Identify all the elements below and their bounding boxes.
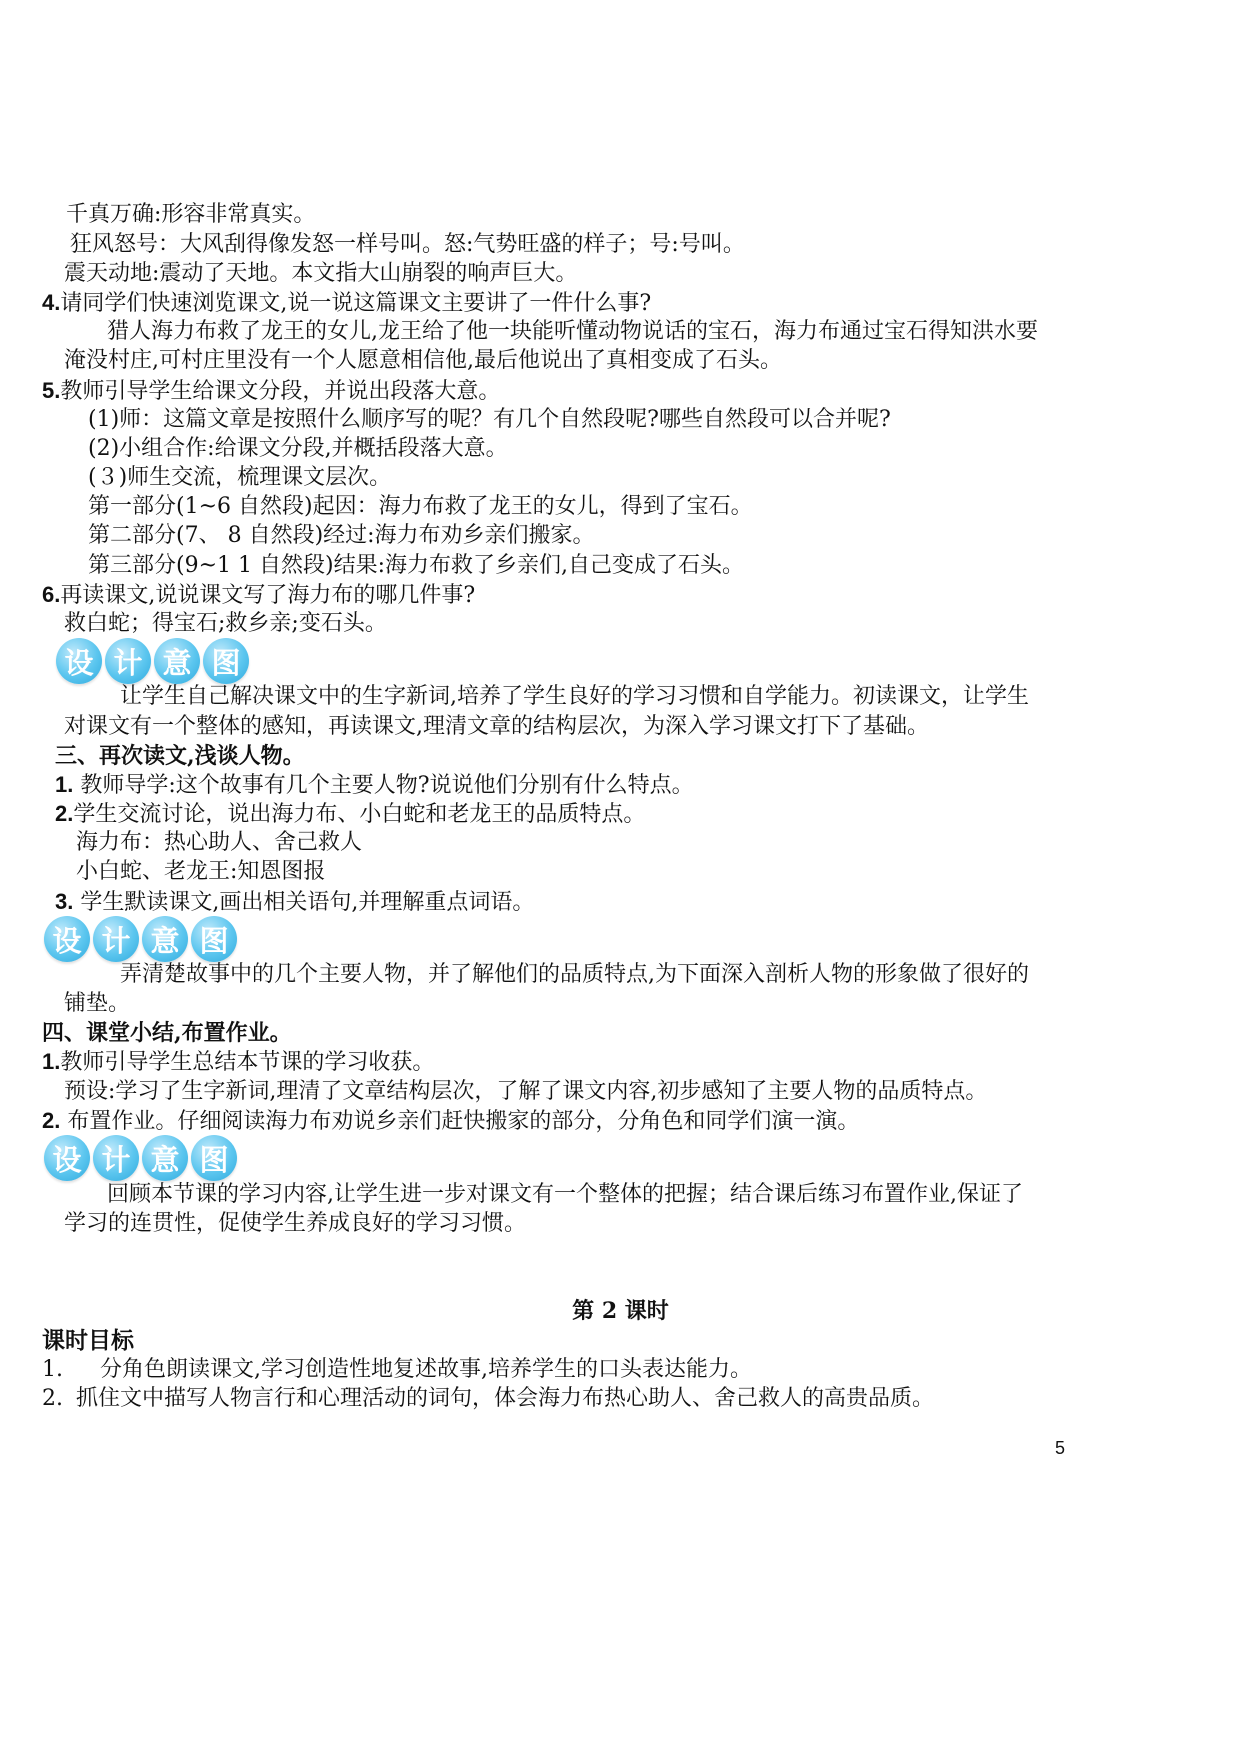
design-intent-text: 回顾本节课的学习内容,让学生进一步对课文有一个整体的把握；结合课后练习布置作业,保证了 bbox=[107, 1182, 1023, 1207]
step-item bbox=[42, 1106, 859, 1137]
answer-line: 预设:学习了生字新词,理清了文章结构层次，了解了课文内容,初步感知了主要人物的品质特点。 bbox=[64, 1079, 988, 1104]
step-text: 教师引导学生给课文分段，并说出段落大意。 bbox=[60, 379, 501, 404]
step-number: 5. bbox=[42, 378, 61, 403]
step-item bbox=[42, 288, 651, 319]
goal-number: 1. bbox=[42, 1357, 63, 1382]
answer-line: 救白蛇；得宝石;救乡亲;变石头。 bbox=[64, 611, 387, 636]
step-text: 教师导学:这个故事有几个主要人物?说说他们分别有什么特点。 bbox=[80, 773, 694, 798]
part-line: 第二部分(7、 8 自然段)经过:海力布劝乡亲们搬家。 bbox=[88, 523, 595, 548]
step-text: 学生交流讨论，说出海力布、小白蛇和老龙王的品质特点。 bbox=[73, 802, 646, 827]
vocab-line: 震天动地:震动了天地。本文指大山崩裂的响声巨大。 bbox=[64, 261, 578, 286]
step-item bbox=[42, 580, 475, 611]
sub-step: (1)师：这篇文章是按照什么顺序写的呢？有几个自然段呢?哪些自然段可以合并呢? bbox=[88, 407, 891, 432]
badge-char: 图 bbox=[203, 638, 249, 684]
step-item bbox=[42, 1047, 434, 1078]
badge-char: 图 bbox=[191, 916, 237, 962]
step-number: 1. bbox=[55, 772, 74, 797]
goal-number: 2. bbox=[42, 1386, 63, 1411]
design-intent-text: 铺垫。 bbox=[64, 991, 131, 1016]
answer-line: 淹没村庄,可村庄里没有一个人愿意相信他,最后他说出了真相变成了石头。 bbox=[64, 348, 782, 373]
design-intent-badge bbox=[56, 638, 252, 684]
step-text: 再读课文,说说课文写了海力布的哪几件事? bbox=[60, 583, 476, 608]
design-intent-badge bbox=[44, 916, 240, 962]
design-intent-text: 对课文有一个整体的感知，再读课文,理清文章的结构层次，为深入学习课文打下了基础。 bbox=[64, 714, 929, 739]
vocab-line: 千真万确:形容非常真实。 bbox=[66, 202, 316, 227]
step-number: 6. bbox=[42, 582, 61, 607]
step-text: 请同学们快速浏览课文,说一说这篇课文主要讲了一件什么事? bbox=[60, 291, 652, 316]
step-item bbox=[55, 770, 694, 801]
page-number: 5 bbox=[1055, 1438, 1066, 1458]
step-number: 2. bbox=[42, 1108, 61, 1133]
step-number: 4. bbox=[42, 290, 61, 315]
step-item bbox=[42, 376, 500, 407]
design-intent-text: 弄清楚故事中的几个主要人物，并了解他们的品质特点,为下面深入剖析人物的形象做了很好的 bbox=[120, 962, 1029, 987]
goal-text: 抓住文中描写人物言行和心理活动的词句，体会海力布热心助人、舍己救人的高贵品质。 bbox=[76, 1386, 935, 1411]
section-heading: 三、再次读文,浅谈人物。 bbox=[55, 743, 305, 769]
design-intent-text: 让学生自己解决课文中的生字新词,培养了学生良好的学习习惯和自学能力。初读课文，让学生 bbox=[120, 684, 1029, 709]
sub-step: (2)小组合作:给课文分段,并概括段落大意。 bbox=[88, 436, 508, 461]
goal-item bbox=[42, 1384, 934, 1414]
badge-char: 意 bbox=[154, 638, 200, 684]
goals-title: 课时目标 bbox=[42, 1327, 134, 1354]
badge-char: 计 bbox=[93, 916, 139, 962]
step-item bbox=[55, 799, 645, 830]
badge-char: 设 bbox=[44, 916, 90, 962]
part-line: 第一部分(1~6 自然段)起因：海力布救了龙王的女儿，得到了宝石。 bbox=[88, 494, 753, 519]
step-text: 学生默读课文,画出相关语句,并理解重点词语。 bbox=[80, 890, 535, 915]
sub-step: (３)师生交流，梳理课文层次。 bbox=[88, 465, 392, 490]
vocab-line: 狂风怒号：大风刮得像发怒一样号叫。怒:气势旺盛的样子；号:号叫。 bbox=[70, 232, 745, 257]
step-item bbox=[55, 887, 534, 918]
goal-item bbox=[42, 1355, 752, 1385]
answer-line: 小白蛇、老龙王:知恩图报 bbox=[76, 859, 326, 884]
step-text: 布置作业。仔细阅读海力布劝说乡亲们赶快搬家的部分，分角色和同学们演一演。 bbox=[67, 1109, 860, 1134]
design-intent-badge bbox=[44, 1135, 240, 1181]
badge-char: 计 bbox=[105, 638, 151, 684]
answer-line: 海力布：热心助人、舍己救人 bbox=[76, 830, 363, 855]
step-number: 2. bbox=[55, 801, 74, 826]
badge-char: 设 bbox=[56, 638, 102, 684]
goal-text: 分角色朗读课文,学习创造性地复述故事,培养学生的口头表达能力。 bbox=[100, 1357, 752, 1382]
badge-char: 意 bbox=[142, 916, 188, 962]
step-number: 1. bbox=[42, 1049, 61, 1074]
answer-line: 猎人海力布救了龙王的女儿,龙王给了他一块能听懂动物说话的宝石，海力布通过宝石得知洪水要 bbox=[107, 319, 1038, 344]
part-line: 第三部分(9~1 1 自然段)结果:海力布救了乡亲们,自己变成了石头。 bbox=[88, 553, 744, 578]
badge-char: 意 bbox=[142, 1135, 188, 1181]
step-text: 教师引导学生总结本节课的学习收获。 bbox=[60, 1050, 435, 1075]
section-heading: 四、课堂小结,布置作业。 bbox=[42, 1020, 292, 1046]
badge-char: 图 bbox=[191, 1135, 237, 1181]
badge-char: 设 bbox=[44, 1135, 90, 1181]
design-intent-text: 学习的连贯性，促使学生养成良好的学习习惯。 bbox=[64, 1211, 527, 1236]
step-number: 3. bbox=[55, 889, 74, 914]
badge-char: 计 bbox=[93, 1135, 139, 1181]
lesson-title: 第 2 课时 bbox=[572, 1298, 669, 1324]
